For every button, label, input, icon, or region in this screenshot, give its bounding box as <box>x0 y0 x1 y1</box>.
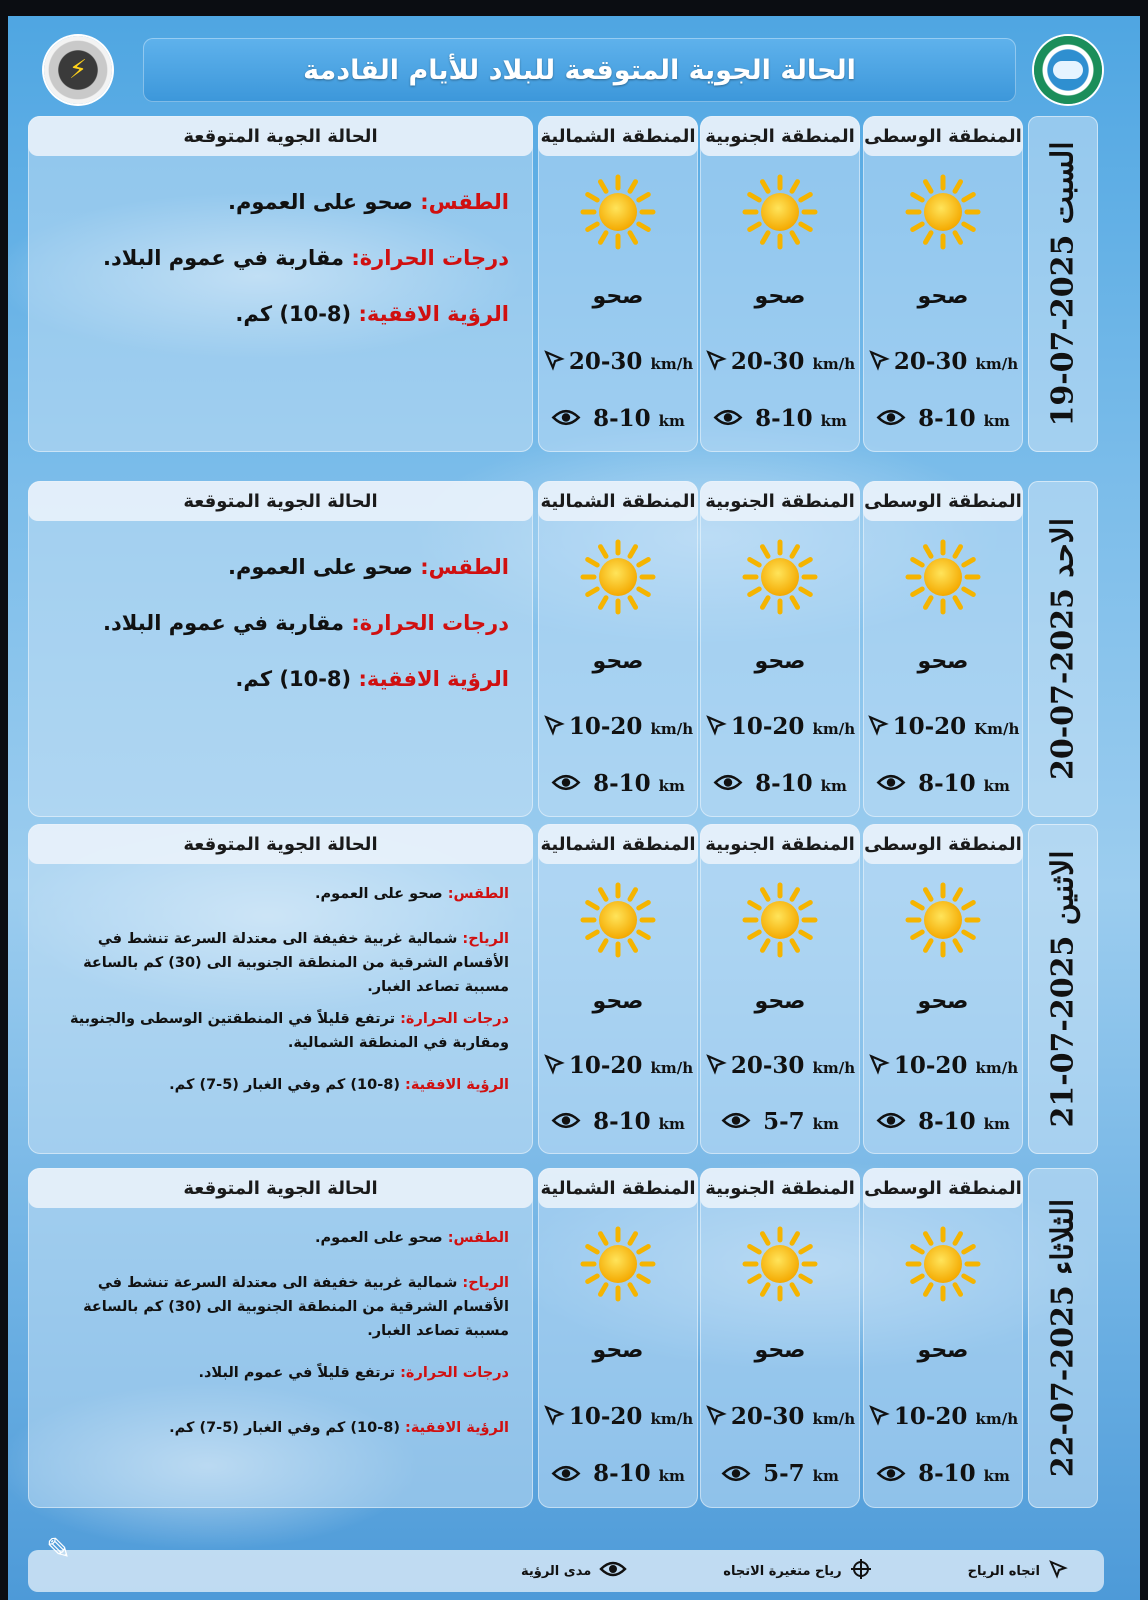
eye-icon <box>876 771 906 798</box>
detail-line <box>42 1351 509 1396</box>
condition-label: صحو <box>917 989 969 1014</box>
visibility-value: 8-10 <box>593 404 651 432</box>
wind-direction-arrow-icon <box>705 349 727 377</box>
detail-label: الرؤية الافقية: <box>405 1420 509 1436</box>
forecast-details-card <box>28 1168 533 1508</box>
region-card-northern <box>538 824 698 1154</box>
condition-label: صحو <box>917 649 969 674</box>
region-card-central <box>863 116 1023 452</box>
legend-wind-direction <box>968 1559 1068 1583</box>
detail-text: صحو على العموم. <box>314 1230 448 1246</box>
region-title: المنطقة الشمالية <box>538 481 698 521</box>
visibility-range <box>538 1460 698 1489</box>
detail-line <box>42 1216 509 1261</box>
detail-label: درجات الحرارة: <box>400 1365 509 1381</box>
wind-unit: km/h <box>812 1058 856 1077</box>
detail-line <box>42 300 509 328</box>
visibility-value: 8-10 <box>918 404 976 432</box>
visibility-value: 5-7 <box>763 1107 805 1135</box>
wind-speed <box>863 348 1023 377</box>
region-title: المنطقة الشمالية <box>538 1168 698 1208</box>
visibility-value: 8-10 <box>755 769 813 797</box>
day-row <box>8 481 1140 817</box>
condition-label: صحو <box>754 649 806 674</box>
forecast-details-card <box>28 116 533 452</box>
forecast-poster <box>8 16 1140 1600</box>
region-title: المنطقة الوسطى <box>863 481 1023 521</box>
visibility-range <box>700 770 860 799</box>
detail-text: ترتفع قليلاً في عموم البلاد. <box>198 1365 401 1381</box>
wind-speed <box>700 1403 860 1432</box>
wind-direction-arrow-icon <box>868 1404 890 1432</box>
detail-text: مقاربة في عموم البلاد. <box>103 246 352 270</box>
forecast-details-title: الحالة الجوية المتوقعة <box>28 824 533 864</box>
wind-speed <box>538 1403 698 1432</box>
detail-text: صحو على العموم. <box>228 190 421 214</box>
wind-direction-arrow-icon <box>705 1404 727 1432</box>
condition-label: صحو <box>592 649 644 674</box>
visibility-unit: km <box>658 411 685 430</box>
visibility-value: 8-10 <box>918 769 976 797</box>
date-column <box>1028 1168 1098 1508</box>
visibility-range <box>863 1108 1023 1137</box>
region-card-northern <box>538 481 698 817</box>
detail-text: (8-10) كم وفي الغبار (5-7) كم. <box>169 1420 406 1436</box>
visibility-range <box>700 1460 860 1489</box>
legend <box>28 1550 1104 1592</box>
visibility-unit: km <box>820 776 847 795</box>
visibility-unit: km <box>658 776 685 795</box>
day-date: الثلاثاء 2025-07-22 <box>1045 1198 1081 1478</box>
condition-label: صحو <box>592 284 644 309</box>
title-bar <box>143 38 1016 102</box>
day-row <box>8 1168 1140 1508</box>
condition-label: صحو <box>754 989 806 1014</box>
region-card-southern <box>700 116 860 452</box>
visibility-unit: km <box>983 1467 1010 1486</box>
wind-direction-arrow-icon <box>705 714 727 742</box>
region-title: المنطقة الجنوبية <box>700 824 860 864</box>
region-card-northern <box>538 1168 698 1508</box>
detail-label: الرؤية الافقية: <box>358 302 509 326</box>
region-title: المنطقة الوسطى <box>863 1168 1023 1208</box>
detail-label: الرؤية الافقية: <box>358 667 509 691</box>
legend-variable-wind <box>723 1558 871 1584</box>
visibility-range <box>863 770 1023 799</box>
sun-icon <box>903 172 983 252</box>
wind-direction-arrow-icon <box>867 714 889 742</box>
weather-authority-logo <box>44 36 112 104</box>
visibility-value: 8-10 <box>918 1460 976 1488</box>
forecast-details-text <box>42 872 509 1118</box>
forecast-details-title: الحالة الجوية المتوقعة <box>28 116 533 156</box>
ministry-logo <box>1034 36 1102 104</box>
region-title: المنطقة الشمالية <box>538 824 698 864</box>
wind-unit: km/h <box>650 1409 694 1428</box>
channel-logo: ✎ <box>46 1532 72 1567</box>
detail-line <box>42 1063 509 1108</box>
sun-icon <box>740 1224 820 1304</box>
eye-icon <box>876 406 906 433</box>
visibility-unit: km <box>820 411 847 430</box>
detail-line <box>42 188 509 216</box>
detail-label: الطقس: <box>420 555 509 579</box>
detail-label: درجات الحرارة: <box>351 611 509 635</box>
visibility-range <box>538 770 698 799</box>
wind-direction-arrow-icon <box>543 1404 565 1432</box>
detail-label: الطقس: <box>447 886 509 902</box>
forecast-details-title: الحالة الجوية المتوقعة <box>28 1168 533 1208</box>
wind-speed <box>863 1052 1023 1081</box>
forecast-details-card <box>28 481 533 817</box>
detail-text: (8-10) كم. <box>235 667 359 691</box>
detail-text: شمالية غربية خفيفة الى معتدلة السرعة تنشط في الأقسام الشرقية من المنطقة الجنوبية الى (30) كم بالساعة مسببة تصاعد الغبار. <box>83 931 509 995</box>
detail-label: الطقس: <box>447 1230 509 1246</box>
legend-visibility <box>521 1560 627 1582</box>
visibility-unit: km <box>658 1467 685 1486</box>
eye-icon <box>551 1109 581 1136</box>
wind-speed <box>538 1052 698 1081</box>
legend-wind-direction-label: اتجاه الرياح <box>967 1563 1040 1579</box>
eye-icon <box>721 1462 751 1489</box>
wind-direction-arrow-icon <box>705 1053 727 1081</box>
detail-line <box>42 1271 509 1343</box>
sun-icon <box>740 172 820 252</box>
visibility-range <box>863 1460 1023 1489</box>
detail-text: صحو على العموم. <box>314 886 448 902</box>
visibility-range <box>700 1108 860 1137</box>
cloud-icon <box>1053 61 1083 79</box>
region-title: المنطقة الوسطى <box>863 116 1023 156</box>
forecast-details-text <box>42 1216 509 1461</box>
wind-value: 10-20 <box>568 1402 643 1430</box>
region-title: المنطقة الجنوبية <box>700 1168 860 1208</box>
detail-text: ترتفع قليلاً في المنطقتين الوسطى والجنوبية ومقاربة في المنطقة الشمالية. <box>69 1011 509 1051</box>
sun-icon <box>903 880 983 960</box>
condition-label: صحو <box>592 989 644 1014</box>
visibility-unit: km <box>812 1467 839 1486</box>
condition-label: صحو <box>917 1338 969 1363</box>
page-title: الحالة الجوية المتوقعة للبلاد للأيام القادمة <box>303 54 856 86</box>
wind-unit: km/h <box>650 719 694 738</box>
wind-value: 20-30 <box>893 347 968 375</box>
condition-label: صحو <box>754 1338 806 1363</box>
eye-icon <box>551 406 581 433</box>
wind-value: 10-20 <box>893 1051 968 1079</box>
visibility-value: 8-10 <box>593 769 651 797</box>
visibility-range <box>538 1108 698 1137</box>
visibility-value: 8-10 <box>593 1107 651 1135</box>
sun-icon <box>578 880 658 960</box>
day-date: الاحد 2025-07-20 <box>1045 517 1081 781</box>
condition-label: صحو <box>754 284 806 309</box>
wind-value: 20-30 <box>730 347 805 375</box>
region-card-southern <box>700 1168 860 1508</box>
wind-value: 10-20 <box>568 1051 643 1079</box>
wind-speed <box>700 1052 860 1081</box>
condition-label: صحو <box>917 284 969 309</box>
date-column <box>1028 116 1098 452</box>
eye-icon <box>876 1462 906 1489</box>
sun-icon <box>740 880 820 960</box>
detail-line <box>42 1007 509 1055</box>
region-card-central <box>863 1168 1023 1508</box>
sun-icon <box>578 1224 658 1304</box>
sun-icon <box>903 1224 983 1304</box>
wind-direction-arrow-icon <box>543 1053 565 1081</box>
visibility-unit: km <box>983 411 1010 430</box>
detail-line <box>42 872 509 917</box>
detail-label: الرؤية الافقية: <box>405 1077 509 1093</box>
detail-line <box>42 665 509 693</box>
condition-label: صحو <box>592 1338 644 1363</box>
detail-text: (8-10) كم. <box>235 302 359 326</box>
date-column <box>1028 481 1098 817</box>
region-card-northern <box>538 116 698 452</box>
sun-icon <box>740 537 820 617</box>
eye-icon <box>551 771 581 798</box>
wind-unit: km/h <box>975 1058 1019 1077</box>
detail-line <box>42 553 509 581</box>
region-title: المنطقة الجنوبية <box>700 116 860 156</box>
day-date: السبت 2025-07-19 <box>1045 141 1081 427</box>
detail-label: درجات الحرارة: <box>351 246 509 270</box>
sun-icon <box>578 172 658 252</box>
forecast-details-text <box>42 188 509 356</box>
eye-icon <box>551 1462 581 1489</box>
detail-label: الرياح: <box>462 931 509 947</box>
region-title: المنطقة الوسطى <box>863 824 1023 864</box>
forecast-details-card <box>28 824 533 1154</box>
wind-unit: km/h <box>650 354 694 373</box>
wind-value: 20-30 <box>730 1402 805 1430</box>
region-title: المنطقة الشمالية <box>538 116 698 156</box>
wind-direction-arrow-icon <box>543 349 565 377</box>
variable-wind-icon <box>850 1558 872 1584</box>
wind-unit: km/h <box>650 1058 694 1077</box>
day-row <box>8 824 1140 1154</box>
wind-speed <box>863 1403 1023 1432</box>
visibility-unit: km <box>983 776 1010 795</box>
detail-label: درجات الحرارة: <box>400 1011 509 1027</box>
visibility-unit: km <box>812 1114 839 1133</box>
detail-label: الطقس: <box>420 190 509 214</box>
wind-value: 10-20 <box>730 712 805 740</box>
wind-direction-arrow-icon <box>868 1053 890 1081</box>
region-card-central <box>863 824 1023 1154</box>
wind-unit: Km/h <box>974 719 1020 738</box>
forecast-details-title: الحالة الجوية المتوقعة <box>28 481 533 521</box>
wind-direction-arrow-icon <box>543 714 565 742</box>
region-card-southern <box>700 824 860 1154</box>
detail-text: مقاربة في عموم البلاد. <box>103 611 352 635</box>
visibility-value: 8-10 <box>593 1460 651 1488</box>
detail-line <box>42 244 509 272</box>
wind-value: 20-30 <box>568 347 643 375</box>
detail-line <box>42 609 509 637</box>
wind-unit: km/h <box>975 354 1019 373</box>
detail-text: شمالية غربية خفيفة الى معتدلة السرعة تنشط في الأقسام الشرقية من المنطقة الجنوبية الى (30) كم بالساعة مسببة تصاعد الغبار. <box>83 1275 509 1339</box>
eye-icon <box>713 771 743 798</box>
region-card-central <box>863 481 1023 817</box>
sun-icon <box>903 537 983 617</box>
region-title: المنطقة الجنوبية <box>700 481 860 521</box>
day-date: الاثنين 2025-07-21 <box>1045 850 1081 1128</box>
visibility-value: 8-10 <box>755 404 813 432</box>
forecast-details-text <box>42 553 509 721</box>
visibility-range <box>700 405 860 434</box>
wind-value: 10-20 <box>568 712 643 740</box>
wind-speed <box>700 348 860 377</box>
wind-unit: km/h <box>812 719 856 738</box>
lightning-icon: ⚡ <box>68 55 88 85</box>
wind-speed <box>700 713 860 742</box>
wind-value: 10-20 <box>892 712 967 740</box>
visibility-unit: km <box>983 1114 1010 1133</box>
day-row <box>8 116 1140 452</box>
detail-line <box>42 1406 509 1451</box>
wind-speed <box>538 348 698 377</box>
eye-icon <box>713 406 743 433</box>
eye-icon <box>721 1109 751 1136</box>
legend-visibility-label: مدى الرؤية <box>520 1563 592 1579</box>
visibility-range <box>538 405 698 434</box>
eye-icon <box>599 1560 627 1582</box>
wind-value: 20-30 <box>730 1051 805 1079</box>
wind-unit: km/h <box>812 354 856 373</box>
visibility-value: 5-7 <box>763 1460 805 1488</box>
visibility-unit: km <box>658 1114 685 1133</box>
sun-icon <box>578 537 658 617</box>
date-column <box>1028 824 1098 1154</box>
wind-direction-arrow-icon <box>1048 1559 1068 1583</box>
eye-icon <box>876 1109 906 1136</box>
legend-variable-wind-label: رياح متغيرة الاتجاه <box>723 1563 842 1579</box>
detail-line <box>42 927 509 999</box>
wind-direction-arrow-icon <box>868 349 890 377</box>
visibility-range <box>863 405 1023 434</box>
detail-text: (8-10) كم وفي الغبار (5-7) كم. <box>169 1077 406 1093</box>
detail-text: صحو على العموم. <box>228 555 421 579</box>
wind-value: 10-20 <box>893 1402 968 1430</box>
wind-speed <box>538 713 698 742</box>
visibility-value: 8-10 <box>918 1107 976 1135</box>
detail-label: الرياح: <box>462 1275 509 1291</box>
region-card-southern <box>700 481 860 817</box>
wind-speed <box>863 713 1023 742</box>
wind-unit: km/h <box>812 1409 856 1428</box>
wind-unit: km/h <box>975 1409 1019 1428</box>
